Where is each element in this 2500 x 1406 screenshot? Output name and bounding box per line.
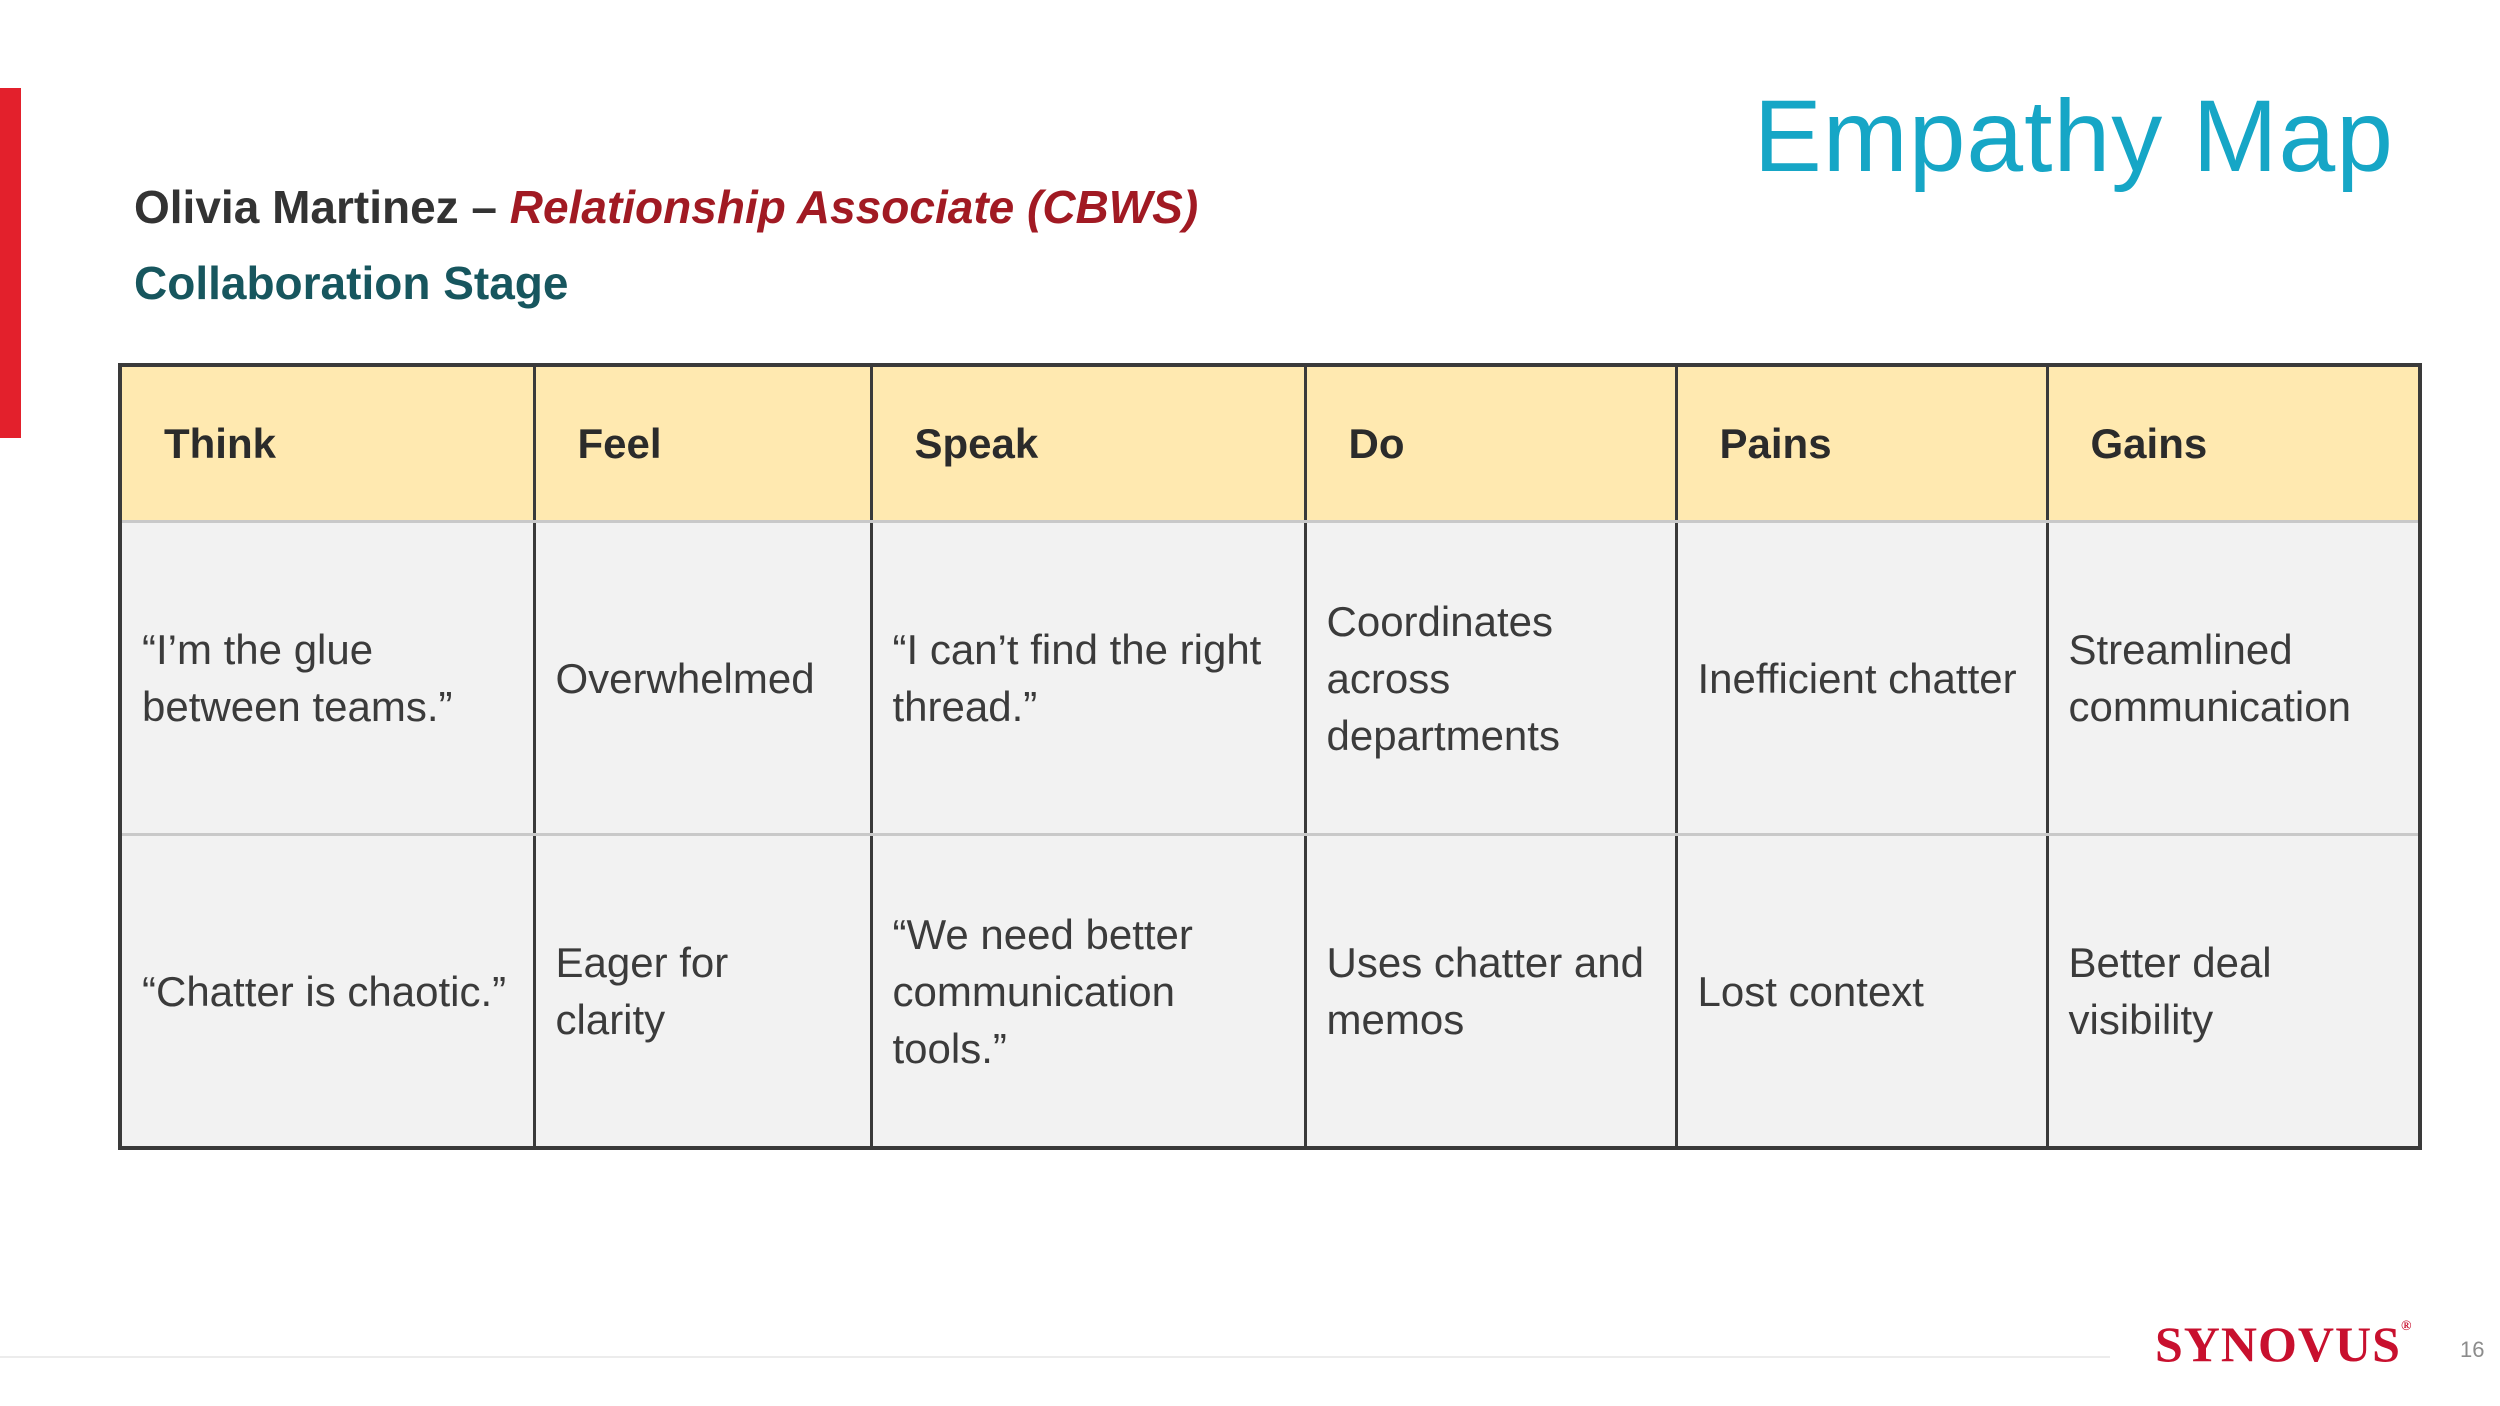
cell-feel: Overwhelmed (534, 522, 871, 835)
persona-heading (134, 180, 1198, 234)
cell-pains: Lost context (1676, 835, 2047, 1149)
table-row (120, 522, 2420, 835)
header-pains: Pains (1676, 365, 2047, 522)
header-think: Think (120, 365, 534, 522)
stage-label: Collaboration Stage (134, 257, 569, 309)
registered-mark: ® (2400, 1319, 2413, 1334)
synovus-logo (2155, 1315, 2412, 1373)
header-gains: Gains (2047, 365, 2420, 522)
cell-gains: Better deal visibility (2047, 835, 2420, 1149)
cell-pains: Inefficient chatter (1676, 522, 2047, 835)
cell-do: Coordinates across departments (1305, 522, 1676, 835)
footer-divider (0, 1356, 2110, 1358)
header-speak: Speak (871, 365, 1305, 522)
page-number: 16 (2460, 1337, 2485, 1362)
table-row (120, 835, 2420, 1149)
header-feel: Feel (534, 365, 871, 522)
persona-name: Olivia Martinez – (134, 181, 510, 233)
logo-text: SYNOVUS (2155, 1316, 2401, 1372)
cell-think: “Chatter is chaotic.” (120, 835, 534, 1149)
empathy-map-table (118, 363, 2422, 1150)
cell-think: “I’m the glue between teams.” (120, 522, 534, 835)
slide-title: Empathy Map (1753, 79, 2394, 193)
header-do: Do (1305, 365, 1676, 522)
persona-role: Relationship Associate (CBWS) (509, 181, 1199, 233)
cell-feel: Eager for clarity (534, 835, 871, 1149)
cell-speak: “We need better communication tools.” (871, 835, 1305, 1149)
accent-bar (0, 88, 21, 438)
cell-do: Uses chatter and memos (1305, 835, 1676, 1149)
cell-gains: Streamlined communication (2047, 522, 2420, 835)
cell-speak: “I can’t find the right thread.” (871, 522, 1305, 835)
header-row (120, 365, 2420, 522)
